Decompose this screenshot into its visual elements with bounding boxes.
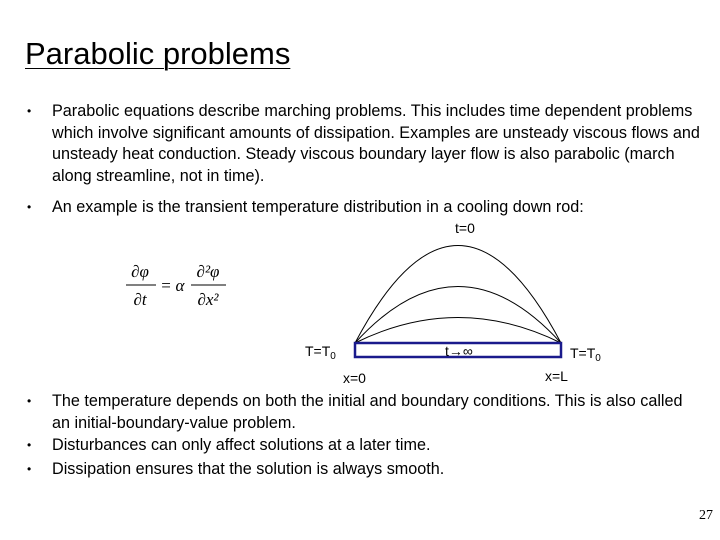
equation-denominator-right: ∂x² — [197, 290, 219, 309]
bullet-marker: • — [27, 462, 32, 476]
label-left-boundary: $T=T_0$ — [305, 343, 336, 362]
page-number: 27 — [699, 508, 713, 523]
label-t-infinity: t→∞ — [445, 343, 473, 359]
label-t-zero: t=0 — [455, 220, 475, 236]
bullet-text-4: Disturbances can only affect solutions at a later time. — [52, 436, 431, 454]
equation-equals: = — [161, 276, 171, 295]
bullet-text-3: The temperature depends on both the initial and boundary conditions. This is also called an initial-boundary-value problem. — [52, 392, 683, 432]
bullet-text-5: Dissipation ensures that the solution is always smooth. — [52, 460, 445, 478]
equation-numerator-right: ∂²φ — [196, 262, 220, 281]
label-right-boundary: $T=T_0$ — [570, 345, 601, 364]
equation-coefficient: α — [175, 276, 185, 295]
temperature-curve-mid — [355, 287, 561, 344]
equation-denominator-left: ∂t — [133, 290, 147, 309]
page-title: Parabolic problems — [25, 36, 291, 71]
bullet-marker: • — [27, 104, 32, 118]
label-x-zero: x=0 — [343, 370, 366, 386]
bullet-marker: • — [27, 438, 32, 452]
temperature-curve-t0 — [355, 246, 561, 344]
label-x-l: x=L — [545, 368, 568, 384]
bullet-marker: • — [27, 394, 32, 408]
bullet-text-1: Parabolic equations describe marching problems. This includes time dependent problems which involve significant amounts of dissipation. Examples are unsteady viscous flows and unsteady heat conduction. Steady viscous boundary layer flow is also parabolic (march along streamline, not in time). — [52, 102, 700, 185]
bullet-text-2: An example is the transient temperature distribution in a cooling down rod: — [52, 198, 584, 216]
bullet-marker: • — [27, 200, 32, 214]
temperature-curve-late — [355, 318, 561, 344]
equation-numerator-left: ∂φ — [131, 262, 149, 281]
